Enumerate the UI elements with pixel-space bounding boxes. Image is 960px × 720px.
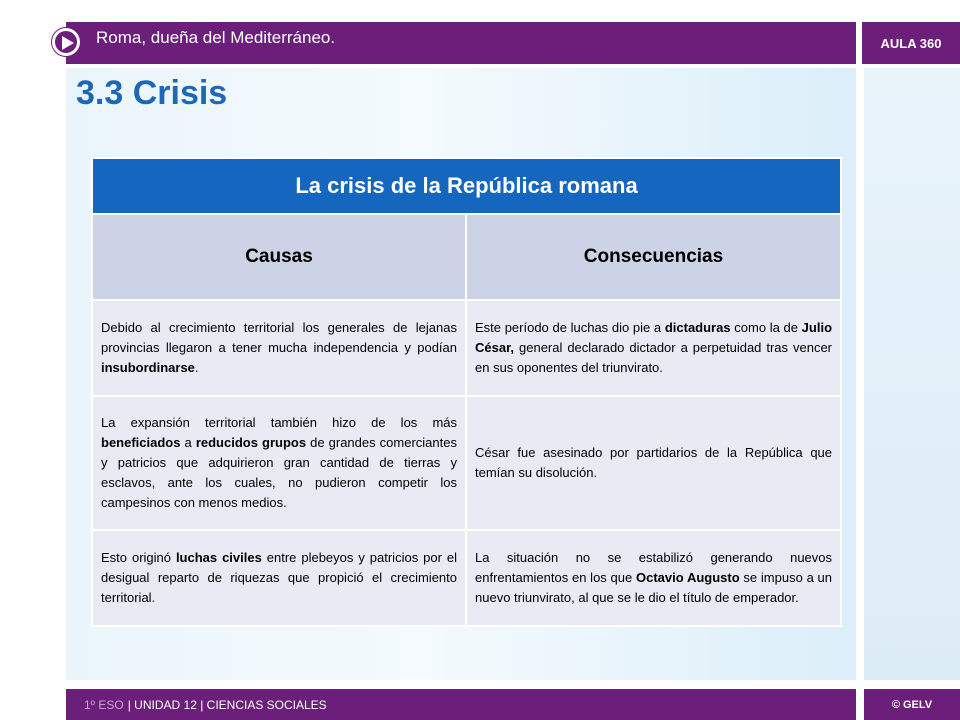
bold-term: dictaduras <box>664 319 731 335</box>
footer-course: | UNIDAD 12 | CIENCIAS SOCIALES <box>127 697 327 712</box>
brand-label: AULA 360 <box>862 22 960 64</box>
footer-bar <box>66 689 856 720</box>
bold-term: Julio César, <box>475 319 833 355</box>
page-title: 3.3 Crisis <box>76 74 228 112</box>
footer-copyright: © GELV <box>864 689 960 720</box>
cause-cell: Debido al crecimiento territorial los generales de lejanas provincias llegaron a tener mucha independencia y podían insubordinarse. <box>92 300 466 396</box>
play-icon[interactable] <box>52 28 80 56</box>
bold-term: luchas civiles <box>175 549 262 565</box>
cause-cell: La expansión territorial también hizo de los más beneficiados a reducidos grupos de grandes comerciantes y patricios que adquirieron gran cantidad de tierras y esclavos, ante los cuales, no pudieron competir los campesinos con menos medios. <box>92 396 466 530</box>
bold-term: Octavio Augusto <box>636 569 740 585</box>
table-row <box>92 530 841 626</box>
bold-term: insubordinarse <box>101 360 195 376</box>
column-header-causes: Causas <box>92 214 466 300</box>
consequence-cell: Este período de luchas dio pie a dictaduras como la de Julio César, general declarado dictador a perpetuidad tras vencer en sus oponentes del triunvirato. <box>466 300 841 396</box>
bold-term: reducidos grupos <box>195 434 307 450</box>
crisis-table <box>91 157 842 627</box>
column-header-consequences: Consecuencias <box>466 214 841 300</box>
header-title: Roma, dueña del Mediterráneo. <box>96 28 336 47</box>
footer-level: 1º ESO <box>84 697 124 712</box>
consequence-cell: César fue asesinado por partidarios de la República que temían su disolución. <box>466 396 841 530</box>
consequence-cell: La situación no se estabilizó generando nuevos enfrentamientos en los que Octavio Augusto se impuso a un nuevo triunvirato, al que se le dio el título de emperador. <box>466 530 841 626</box>
table-title: La crisis de la República romana <box>92 158 841 214</box>
table-row <box>92 300 841 396</box>
cause-cell: Esto originó luchas civiles entre plebeyos y patricios por el desigual reparto de riquezas que propició el crecimiento territorial. <box>92 530 466 626</box>
table-row <box>92 396 841 530</box>
bold-term: beneficiados <box>101 434 181 450</box>
side-panel <box>864 68 960 680</box>
